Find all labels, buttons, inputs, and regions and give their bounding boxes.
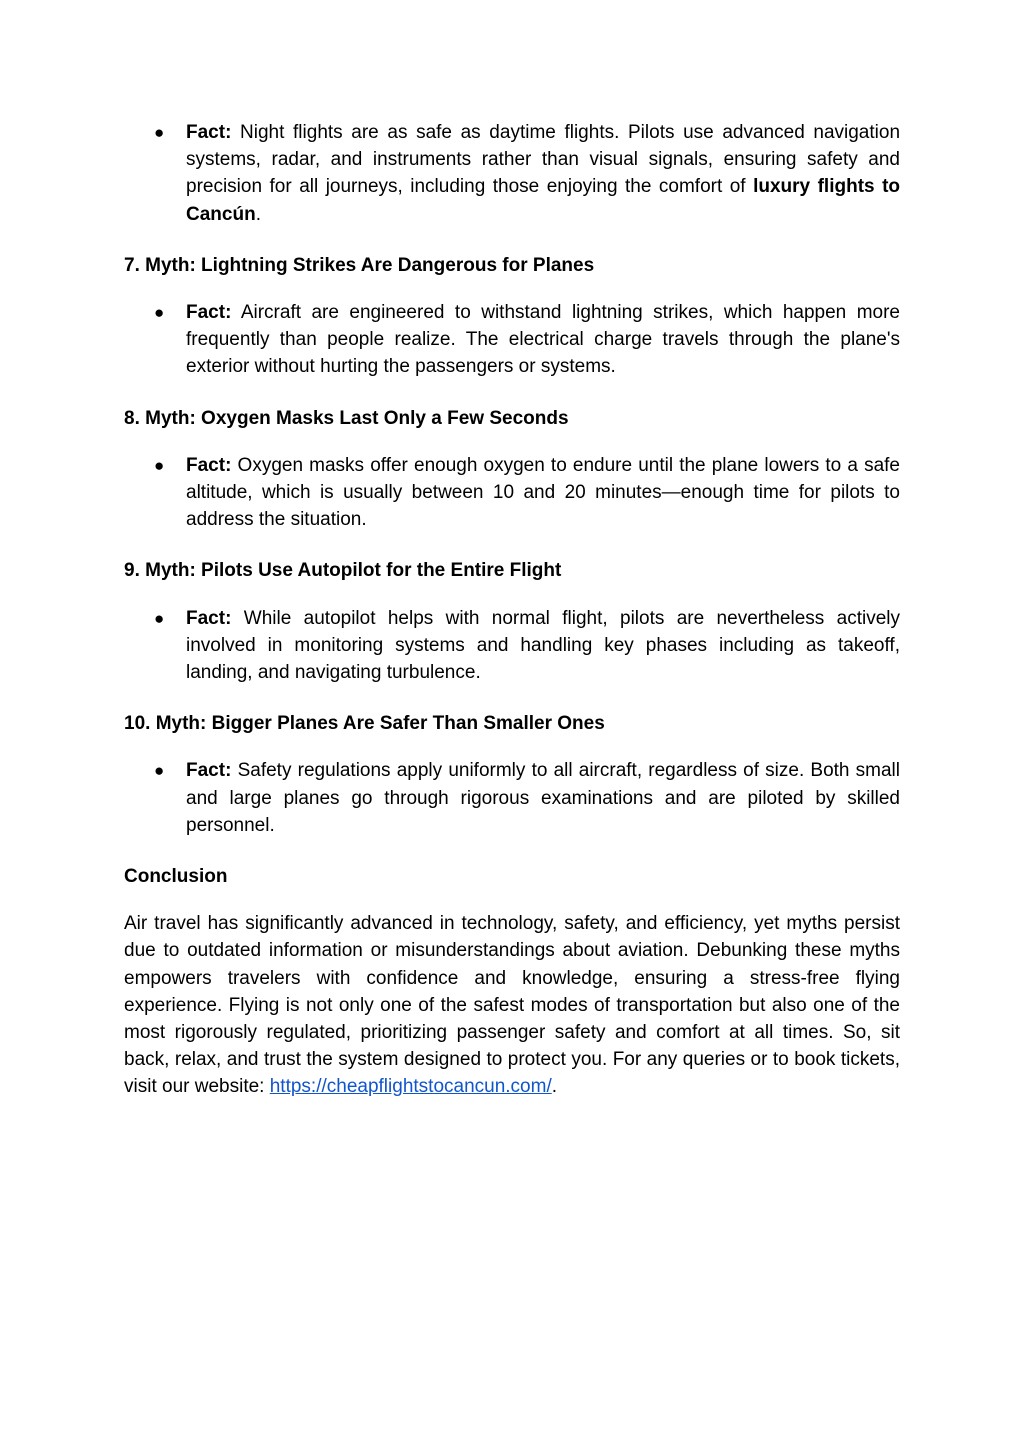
fact-label: Fact:: [186, 454, 232, 476]
fact-bullet-lightning: [124, 299, 900, 381]
fact-label: Fact:: [186, 122, 232, 143]
fact-label: Fact:: [186, 302, 232, 324]
bullet-marker: ●: [154, 123, 165, 142]
bullet-marker: ●: [154, 761, 165, 781]
fact-body: Night flights are as safe as daytime flights. Pilots use advanced navigation systems, radar, and instruments rather than visual signals, ensuring safety and precision for all journeys, including those enjoying the comfort of: [186, 122, 901, 198]
fact-body: Safety regulations apply uniformly to all aircraft, regardless of size. Both small and large planes go through rigorous examinations and are piloted by skilled personnel.: [186, 760, 900, 836]
fact-bullet-oxygen-masks: [124, 452, 900, 534]
fact-text: [186, 605, 900, 687]
fact-bullet-bigger-planes: [124, 757, 900, 839]
fact-text: [186, 757, 900, 839]
website-link[interactable]: https://cheapflightstocancun.com/: [269, 1076, 552, 1098]
myth-heading-autopilot: 9. Myth: Pilots Use Autopilot for the Entire Flight: [124, 560, 562, 582]
fact-bullet-night-flights: [124, 119, 900, 228]
fact-body: Oxygen masks offer enough oxygen to endure until the plane lowers to a safe altitude, which is usually between 10 and 20 minutes—enough time for pilots to address the situation.: [186, 454, 900, 531]
myth-heading-oxygen-masks: 8. Myth: Oxygen Masks Last Only a Few Seconds: [124, 407, 569, 429]
myth-heading-bigger-planes: 10. Myth: Bigger Planes Are Safer Than Smaller Ones: [124, 713, 605, 735]
myth-heading-lightning: 7. Myth: Lightning Strikes Are Dangerous for Planes: [124, 254, 595, 276]
fact-body: Aircraft are engineered to withstand lightning strikes, which happen more frequently than people realize. The electrical charge travels through the plane's exterior without hurting the passengers or systems.: [186, 302, 901, 378]
conclusion-body: Air travel has significantly advanced in technology, safety, and efficiency, yet myths persist due to outdated information or misunderstandings about aviation. Debunking these myths empowers travelers with confidence and knowledge, ensuring a stress-free flying experience. Flying is not only one of the safest modes of transportation but also one of the most rigorously regulated, prioritizing passenger safety and comfort at all times. So, sit back, relax, and trust the system designed to protect you. For any queries or to book tickets, visit our website:: [124, 913, 900, 1098]
bullet-marker: ●: [154, 303, 165, 323]
fact-body: While autopilot helps with normal flight, pilots are nevertheless actively involved in monitoring systems and handling key phases including as takeoff, landing, and navigating turbulence.: [186, 607, 901, 684]
fact-text: [186, 452, 900, 534]
bullet-marker: ●: [154, 455, 165, 475]
fact-text: [186, 299, 900, 381]
conclusion-heading: Conclusion: [124, 866, 228, 888]
fact-label: Fact:: [186, 760, 232, 782]
bullet-marker: ●: [154, 608, 165, 628]
fact-bold-link-text: luxury flights to Cancún: [186, 176, 901, 225]
document-body: [124, 119, 900, 1101]
fact-period: .: [255, 203, 261, 225]
fact-label: Fact:: [186, 607, 232, 629]
fact-text: [186, 119, 900, 228]
conclusion-paragraph: [124, 910, 900, 1100]
conclusion-period: .: [551, 1076, 558, 1098]
fact-bullet-autopilot: [124, 605, 900, 687]
